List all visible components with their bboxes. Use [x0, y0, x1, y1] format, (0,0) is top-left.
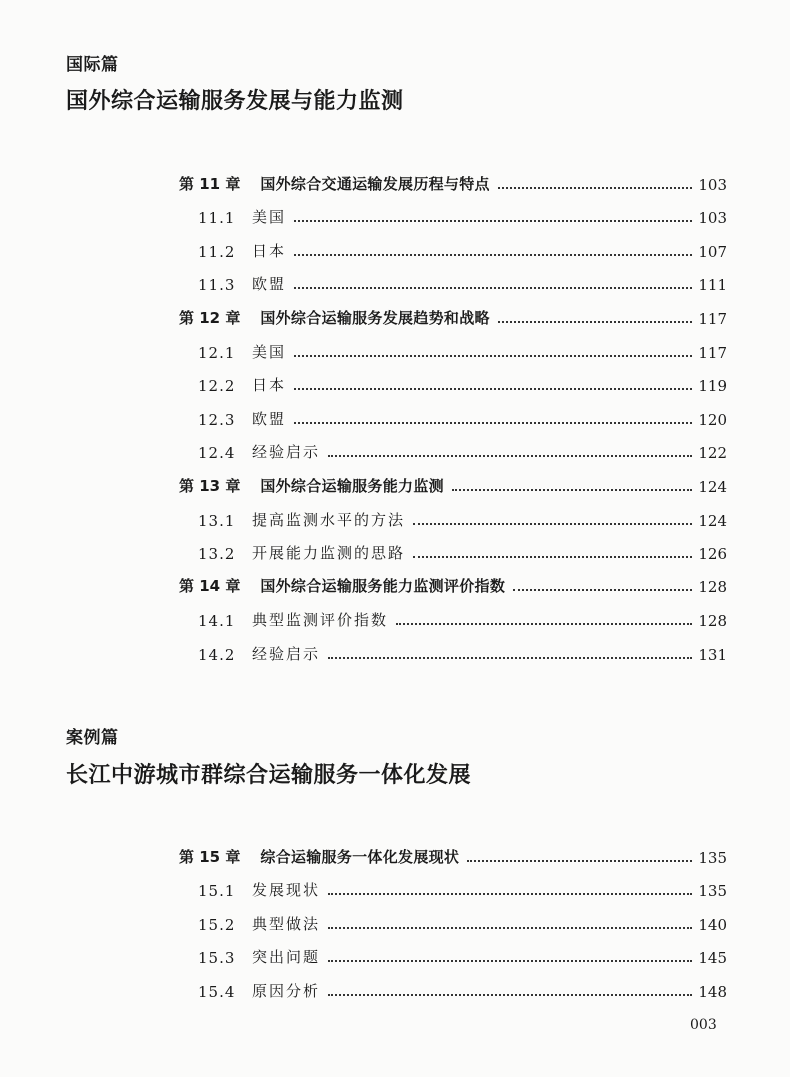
page-ref: 124	[698, 478, 727, 496]
chapter-number: 第 12 章	[179, 309, 241, 327]
leader-dots	[413, 523, 692, 525]
toc-chapter-13[interactable]	[179, 472, 727, 496]
toc-section-15-3[interactable]	[198, 943, 727, 967]
section-title: 原因分析	[252, 982, 321, 1000]
section-number: 11.1	[198, 209, 236, 227]
chapter-title: 国外综合交通运输发展历程与特点	[260, 175, 490, 193]
page-ref: 119	[698, 377, 727, 395]
leader-dots	[328, 927, 692, 929]
chapter-title: 国外综合运输服务能力监测评价指数	[260, 577, 506, 595]
leader-dots	[294, 287, 692, 289]
section-title: 提高监测水平的方法	[252, 511, 406, 529]
section-number: 15.3	[198, 949, 236, 967]
section-number: 11.2	[198, 243, 236, 261]
leader-dots	[328, 994, 692, 996]
page-ref: 135	[698, 882, 727, 900]
toc-section-11-3[interactable]	[198, 270, 727, 294]
section-title: 欧盟	[252, 410, 287, 428]
section-title: 发展现状	[252, 881, 321, 899]
leader-dots	[452, 489, 692, 491]
leader-dots	[328, 960, 692, 962]
section-number: 13.2	[198, 545, 236, 563]
toc-section-15-2[interactable]	[198, 910, 727, 934]
leader-dots	[513, 589, 692, 591]
chapter-number: 第 14 章	[179, 577, 241, 595]
toc-section-14-2[interactable]	[198, 640, 727, 664]
leader-dots	[498, 187, 693, 189]
section-number: 15.1	[198, 882, 236, 900]
page-ref: 120	[698, 411, 727, 429]
section-number: 14.1	[198, 612, 236, 630]
chapter-title: 国外综合运输服务发展趋势和战略	[260, 309, 490, 327]
section-title: 经验启示	[252, 443, 321, 461]
part-title-international: 国外综合运输服务发展与能力监测	[66, 89, 404, 114]
leader-dots	[294, 254, 692, 256]
section-number: 13.1	[198, 512, 236, 530]
toc-chapter-14[interactable]	[179, 572, 727, 596]
toc-section-13-2[interactable]	[198, 539, 727, 563]
section-title: 日本	[252, 242, 287, 260]
toc-chapter-15[interactable]	[179, 843, 727, 867]
leader-dots	[413, 556, 692, 558]
page-ref: 124	[698, 512, 727, 530]
leader-dots	[294, 355, 692, 357]
section-title: 突出问题	[252, 948, 321, 966]
toc-chapter-11[interactable]	[179, 170, 727, 194]
section-number: 15.2	[198, 916, 236, 934]
section-number: 12.1	[198, 344, 236, 362]
section-number: 15.4	[198, 983, 236, 1001]
section-number: 14.2	[198, 646, 236, 664]
page-ref: 103	[698, 209, 727, 227]
toc-section-12-2[interactable]	[198, 371, 727, 395]
page-ref: 148	[698, 983, 727, 1001]
page-ref: 107	[698, 243, 727, 261]
toc-section-11-1[interactable]	[198, 203, 727, 227]
leader-dots	[328, 455, 692, 457]
section-number: 12.2	[198, 377, 236, 395]
chapter-title: 国外综合运输服务能力监测	[260, 477, 444, 495]
section-number: 12.4	[198, 444, 236, 462]
page-ref: 117	[698, 344, 727, 362]
section-title: 美国	[252, 343, 287, 361]
page-ref: 131	[698, 646, 727, 664]
chapter-number: 第 15 章	[179, 848, 241, 866]
toc-section-11-2[interactable]	[198, 237, 727, 261]
page-ref: 117	[698, 310, 727, 328]
toc-section-13-1[interactable]	[198, 506, 727, 530]
section-title: 欧盟	[252, 275, 287, 293]
toc-section-12-3[interactable]	[198, 405, 727, 429]
page-ref: 128	[698, 578, 727, 596]
page-ref: 111	[698, 276, 727, 294]
section-title: 典型做法	[252, 915, 321, 933]
page-ref: 103	[698, 176, 727, 194]
page-ref: 128	[698, 612, 727, 630]
toc-section-14-1[interactable]	[198, 606, 727, 630]
leader-dots	[467, 860, 692, 862]
part-title-case: 长江中游城市群综合运输服务一体化发展	[66, 763, 472, 788]
leader-dots	[294, 388, 692, 390]
leader-dots	[294, 220, 692, 222]
page-ref: 126	[698, 545, 727, 563]
page-ref: 135	[698, 849, 727, 867]
toc-section-12-4[interactable]	[198, 438, 727, 462]
section-number: 12.3	[198, 411, 236, 429]
part-label-international: 国际篇	[66, 55, 119, 75]
chapter-number: 第 13 章	[179, 477, 241, 495]
section-title: 美国	[252, 208, 287, 226]
toc-section-12-1[interactable]	[198, 338, 727, 362]
section-title: 经验启示	[252, 645, 321, 663]
part-label-case: 案例篇	[66, 728, 119, 748]
page-number: 003	[690, 1017, 717, 1033]
section-title: 开展能力监测的思路	[252, 544, 406, 562]
leader-dots	[294, 422, 692, 424]
toc-section-15-4[interactable]	[198, 977, 727, 1001]
page-ref: 140	[698, 916, 727, 934]
leader-dots	[328, 657, 692, 659]
section-number: 11.3	[198, 276, 236, 294]
chapter-number: 第 11 章	[179, 175, 241, 193]
chapter-title: 综合运输服务一体化发展现状	[260, 848, 460, 866]
leader-dots	[498, 321, 693, 323]
toc-section-15-1[interactable]	[198, 876, 727, 900]
section-title: 典型监测评价指数	[252, 611, 389, 629]
toc-chapter-12[interactable]	[179, 304, 727, 328]
leader-dots	[396, 623, 692, 625]
section-title: 日本	[252, 376, 287, 394]
page-ref: 122	[698, 444, 727, 462]
page-ref: 145	[698, 949, 727, 967]
leader-dots	[328, 893, 692, 895]
